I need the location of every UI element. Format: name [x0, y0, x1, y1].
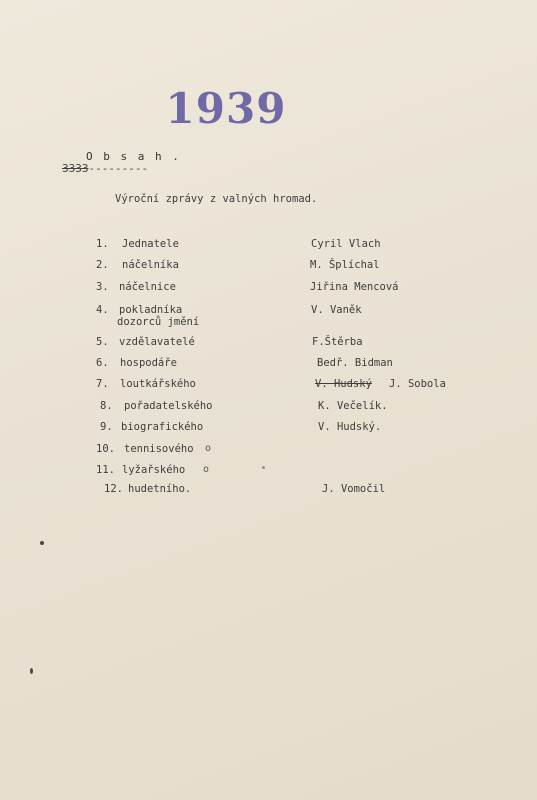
item-person-name: Jiřina Mencová	[310, 281, 399, 293]
struck-name: V. Hudský	[315, 378, 372, 390]
item-number: 9.	[100, 421, 113, 433]
item-person-name: V. Vaněk	[311, 304, 362, 316]
item-number: 1.	[96, 238, 109, 250]
item-person-name: K. Večelík.	[318, 400, 388, 412]
item-number: 6.	[96, 357, 109, 369]
item-person-name: F.Štěrba	[312, 336, 363, 348]
item-label: pořadatelského	[124, 400, 213, 412]
item-person-name: V. Hudský.	[318, 421, 382, 433]
item-label: lyžařského	[122, 464, 186, 476]
item-label: pokladníka	[119, 304, 183, 316]
item-person-name: J. Sobola	[389, 378, 446, 390]
item-number: 4.	[96, 304, 109, 316]
item-label: náčelníka	[122, 259, 179, 271]
underline-dashes: ---------	[88, 162, 149, 175]
document-subtitle: Výroční zprávy z valných hromad.	[115, 193, 318, 205]
item-number: 8.	[100, 400, 113, 412]
item-number: 3.	[96, 281, 109, 293]
struck-text: 3333	[62, 162, 89, 175]
paper-speck	[40, 541, 44, 545]
item-label: hospodáře	[120, 357, 177, 369]
item-person-name: M. Šplíchal	[310, 259, 380, 271]
item-number: 12.	[104, 483, 123, 495]
item-person-name: J. Vomočil	[322, 483, 386, 495]
item-label: tennisového	[124, 443, 194, 455]
item-label: hudetního.	[128, 483, 192, 495]
handwritten-mark: o	[203, 464, 210, 475]
item-label: vzdělavatelé	[119, 336, 195, 348]
contents-heading: O b s a h .	[86, 150, 181, 163]
handwritten-mark: o	[205, 443, 212, 454]
item-number: 5.	[96, 336, 109, 348]
item-person-name: Bedř. Bidman	[317, 357, 393, 369]
item-label: biografického	[121, 421, 204, 433]
item-number: 7.	[96, 378, 109, 390]
heading-underline	[62, 162, 148, 175]
year-stamp: 1939	[165, 84, 287, 133]
item-label-line2: dozorců jmění	[117, 316, 200, 328]
item-number: 11.	[96, 464, 115, 476]
item-label: loutkářského	[120, 378, 196, 390]
item-number: 10.	[96, 443, 115, 455]
paper-speck	[262, 466, 265, 469]
paper-speck	[30, 668, 33, 674]
item-label: Jednatele	[122, 238, 179, 250]
item-person-name: Cyril Vlach	[311, 238, 381, 250]
item-label: náčelnice	[119, 281, 176, 293]
item-number: 2.	[96, 259, 109, 271]
